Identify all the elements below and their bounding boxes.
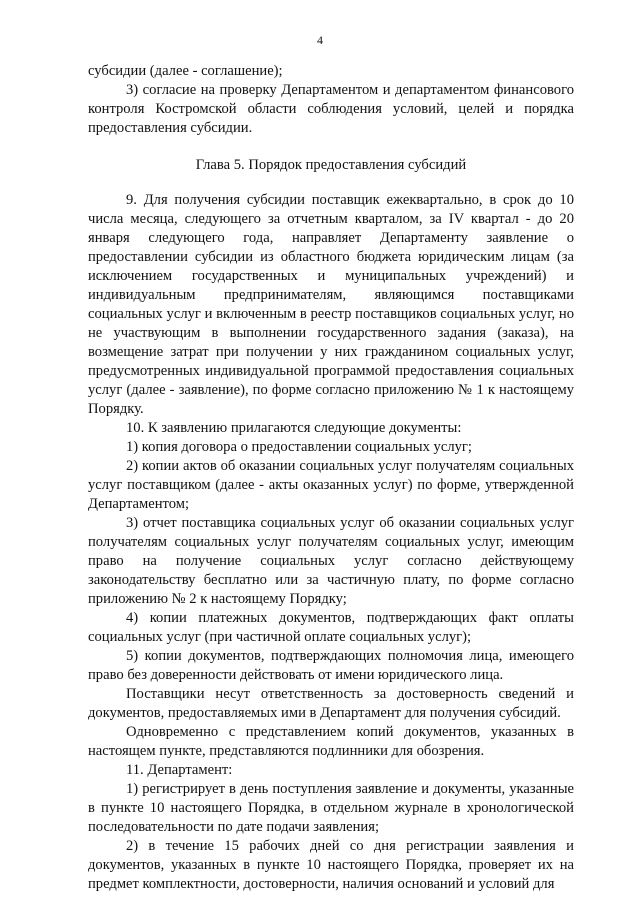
paragraph: 5) копии документов, подтверждающих полномочия лица, имеющего право без доверенности действовать от имени юридического лица. [88, 648, 574, 683]
paragraph: 3) согласие на проверку Департаментом и департаментом финансового контроля Костромской области соблюдения условий, целей и порядка предоставления субсидии. [88, 82, 574, 136]
paragraph: субсидии (далее - соглашение); [88, 63, 283, 79]
paragraph: Одновременно с представлением копий документов, указанных в настоящем пункте, представляются подлинники для обозрения. [88, 724, 574, 759]
document-body [88, 62, 574, 894]
paragraph: 2) в течение 15 рабочих дней со дня регистрации заявления и документов, указанных в пункте 10 настоящего Порядка, проверяет их на предмет комплектности, достоверности, наличия оснований и условий для [88, 838, 574, 892]
paragraph: 1) копия договора о предоставлении социальных услуг; [126, 439, 472, 455]
paragraph: 11. Департамент: [126, 762, 233, 778]
paragraph: 4) копии платежных документов, подтверждающих факт оплаты социальных услуг (при частичной оплате социальных услуг); [88, 610, 574, 645]
paragraph: 10. К заявлению прилагаются следующие документы: [126, 420, 462, 436]
chapter-title: Глава 5. Порядок предоставления субсидий [195, 157, 467, 173]
paragraph: 9. Для получения субсидии поставщик ежеквартально, в срок до 10 числа месяца, следующего за отчетным кварталом, за IV квартал - до 20 января следующего года, направляет Департаменту заявление о предоставлении субсидии из областного бюджета юридическим лицам (за исключением государственных и муниципальных учреждений) и индивидуальным предпринимателям, являющимся поставщиками социальных услуг и включенным в реестр поставщиков социальных услуг, но не участвующим в выполнении государственного задания (заказа), на возмещение затрат при получении у них гражданином социальных услуг, предусмотренных индивидуальной программой предоставления социальных услуг (далее - заявление), по форме согласно приложению № 1 к настоящему Порядку. [88, 192, 574, 417]
paragraph: 2) копии актов об оказании социальных услуг получателям социальных услуг поставщиком (далее - акты оказанных услуг) по форме, утвержденной Департаментом; [88, 458, 574, 512]
paragraph: 3) отчет поставщика социальных услуг об оказании социальных услуг получателям социальных услуг получателям социальных услуг, имеющим право на получение социальных услуг согласно действующему законодательству бесплатно или за частичную плату, по форме согласно приложению № 2 к настоящему Порядку; [88, 515, 574, 607]
page-number: 4 [317, 33, 323, 47]
paragraph: 1) регистрирует в день поступления заявление и документы, указанные в пункте 10 настоящего Порядка, в отдельном журнале в хронологической последовательности по дате подачи заявления; [88, 781, 574, 835]
paragraph: Поставщики несут ответственность за достоверность сведений и документов, предоставляемых ими в Департамент для получения субсидий. [88, 686, 574, 721]
